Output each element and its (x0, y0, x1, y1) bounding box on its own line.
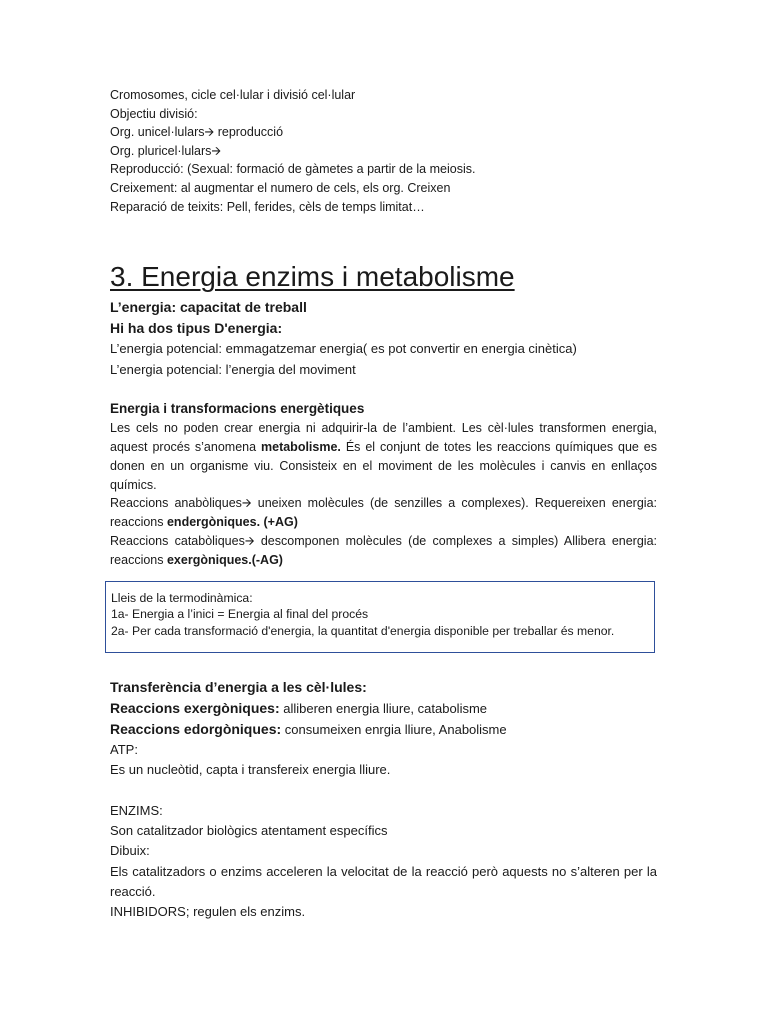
arrow-right-icon: 🡪 (204, 125, 215, 140)
intro-line: Reparació de teixits: Pell, ferides, cèls de temps limitat… (110, 199, 425, 214)
enzims-line: Els catalitzadors o enzims acceleren la velocitat de la reacció però aquests no s’alteren per la reacció. (110, 863, 657, 899)
intro-line: Reproducció: (Sexual: formació de gàmetes a partir de la meiosis. (110, 162, 476, 177)
text-span: uneixen molècules (de senzilles a complexes). Requereixen energia: reaccions (110, 496, 657, 530)
document-body (110, 86, 657, 923)
text-span: És el conjunt de totes les reaccions químiques que es donen en un organisme viu. Consisteix en el moviment de les molècules i canvis en enllaços químics. (110, 439, 658, 492)
box-law: 1a- Energia a l’inici = Energia al final del procés (111, 607, 369, 622)
enzims-line: Dibuix: (110, 843, 150, 859)
arrow-right-icon: 🡪 (244, 533, 255, 548)
transform-heading: Energia i transformacions energètiques (110, 401, 365, 417)
box-law: 2a- Per cada transformació d'energia, la quantitat d'energia disponible per treballar és menor. (111, 623, 615, 638)
text-span: descomponen molècules (de complexes a simples) Allibera energia: reaccions (110, 533, 657, 567)
transfer-heading: Transferència d’energia a les cèl·lules: (110, 678, 367, 695)
org-unicel-after: reproducció (214, 125, 284, 140)
text-span: consumeixen enrgia lliure, Anabolisme (281, 721, 507, 737)
arrow-right-icon: 🡪 (241, 496, 252, 511)
arrow-right-icon: 🡪 (211, 143, 222, 158)
anabolic-paragraph (110, 494, 657, 532)
org-unicel-label: Org. unicel·lulars (110, 125, 205, 140)
enzims-label: ENZIMS: (110, 802, 163, 818)
exergonic-label: Reaccions exergòniques: (110, 699, 280, 716)
section-heading: 3. Energia enzims i metabolisme (110, 261, 515, 293)
metabolism-paragraph (110, 419, 657, 494)
atp-label: ATP: (110, 742, 138, 758)
edorgonic-label: Reaccions edorgòniques: (110, 720, 282, 737)
box-title: Lleis de la termodinàmica: (111, 590, 253, 605)
text-span: Reaccions anabòliques (110, 496, 242, 511)
energy-line: L’energia potencial: l’energia del moviment (110, 361, 356, 377)
text-span: Reaccions catabòliques (110, 533, 245, 548)
catabolic-paragraph (110, 532, 657, 570)
org-pluricel-label: Org. pluricel·lulars (110, 143, 212, 158)
intro-line (110, 142, 657, 161)
transfer-line (110, 698, 657, 719)
thermodynamics-box (105, 581, 655, 653)
energy-line: L’energia potencial: emmagatzemar energia( es pot convertir en energia cinètica) (110, 341, 577, 357)
endergonic-term: endergòniques. (+AG) (166, 515, 298, 530)
energy-definition: L’energia: capacitat de treball (110, 299, 307, 316)
text-span: alliberen energia lliure, catabolisme (279, 700, 488, 716)
exergonic-term: exergòniques.(-AG) (166, 552, 283, 567)
intro-notes (110, 86, 657, 216)
transfer-line (110, 719, 657, 740)
atp-text: Es un nucleòtid, capta i transfereix energia lliure. (110, 762, 391, 778)
intro-line: Cromosomes, cicle cel·lular i divisió cel·lular (110, 88, 356, 102)
intro-line: Creixement: al augmentar el numero de cels, els org. Creixen (110, 180, 451, 195)
intro-line: Objectiu divisió: (110, 106, 198, 121)
enzims-line: Son catalitzador biològics atentament específics (110, 823, 388, 839)
intro-line (110, 123, 657, 142)
metabolism-term: metabolisme. (261, 439, 341, 454)
text-span: Les cels no poden crear energia ni adquirir-la de l’ambient. Les cèl·lules transformen energia, aquest procés s’anomena (110, 421, 657, 454)
enzims-line: INHIBIDORS; regulen els enzims. (110, 904, 306, 920)
energy-types-heading: Hi ha dos tipus D'energia: (110, 320, 283, 337)
